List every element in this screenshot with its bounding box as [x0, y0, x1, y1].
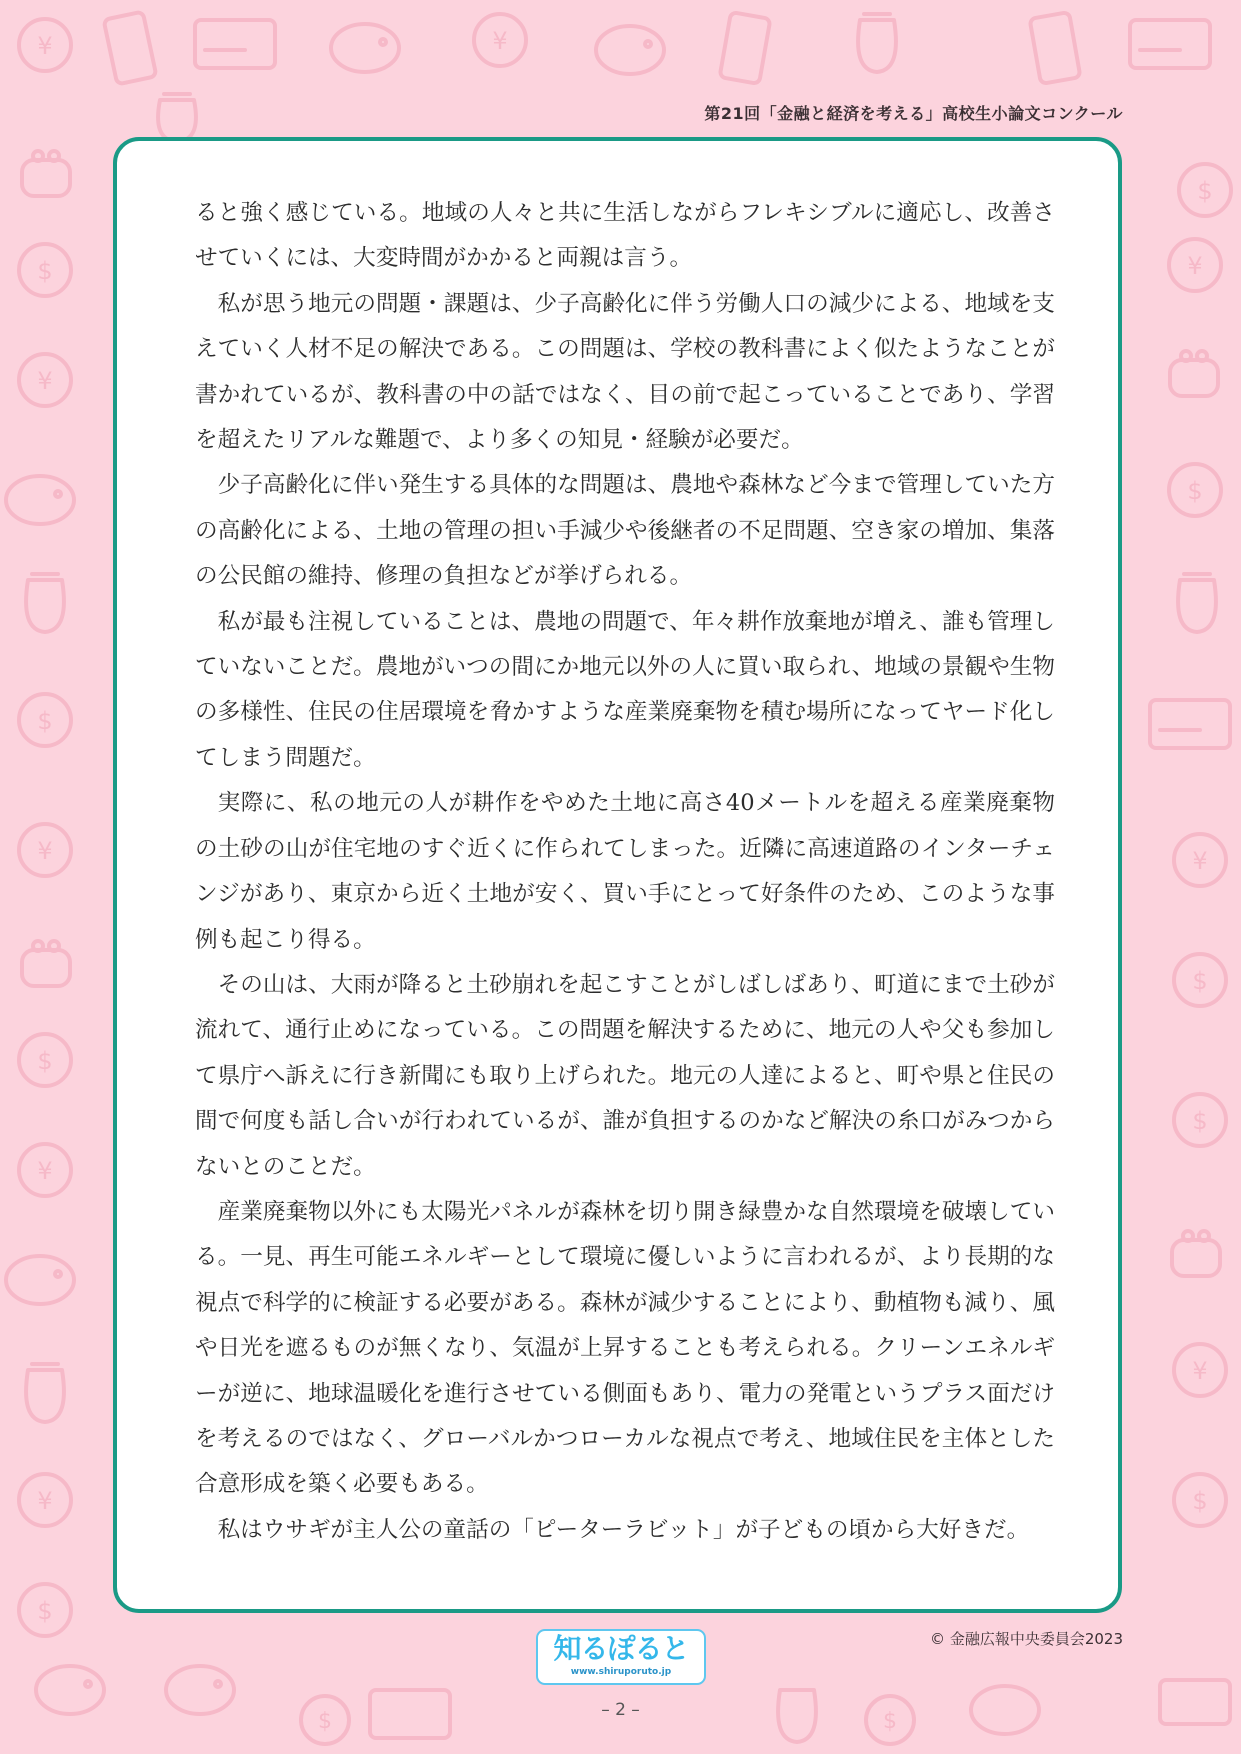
yen-coin-icon: [1174, 1344, 1226, 1396]
dollar-coin-icon: [1169, 464, 1221, 516]
credit-card-icon: [1150, 700, 1230, 748]
svg-text:¥: ¥: [37, 1157, 53, 1185]
essay-paragraph: その山は、大雨が降ると土砂崩れを起こすことがしばしばあり、町道にまで土砂が流れて、通行止めになっている。この問題を解決するために、地元の人や父も参加して県庁へ訴えに行き新聞にも取り上げられた。地元の人達によると、町や県と住民の間で何度も話し合いが行われているが、誰が負担するのかなど解決の糸口がみつからないとのことだ。: [195, 971, 1055, 1180]
essay-card: [113, 137, 1122, 1613]
yen-coin-icon: [19, 1144, 71, 1196]
page-number: – 2 –: [601, 1700, 640, 1720]
coin-purse-icon: [22, 151, 70, 196]
svg-text:¥: ¥: [37, 32, 53, 60]
svg-text:$: $: [883, 1709, 897, 1734]
essay-body: [195, 191, 1055, 1553]
dollar-coin-icon: [1174, 1474, 1226, 1526]
yen-coin-icon: [19, 824, 71, 876]
svg-text:$: $: [37, 1597, 53, 1625]
essay-paragraph: 私が最も注視していることは、農地の問題で、年々耕作放棄地が増え、誰も管理していないことだ。農地がいつの間にか地元以外の人に買い取られ、地域の景観や生物の多様性、住民の住居環境を脅かすような産業廃棄物を積む場所になってヤード化してしまう問題だ。: [195, 608, 1055, 771]
money-bag-icon: [26, 1364, 64, 1422]
svg-text:¥: ¥: [492, 27, 508, 55]
shiruporuto-logo[interactable]: [536, 1629, 706, 1685]
svg-text:$: $: [1187, 477, 1203, 505]
logo-text: 知るぽると: [553, 1632, 689, 1665]
yen-coin-icon: [1174, 834, 1226, 886]
svg-text:$: $: [1197, 177, 1213, 205]
essay-paragraph: 実際に、私の地元の人が耕作をやめた土地に高さ40メートルを超える産業廃棄物の土砂の山が住宅地のすぐ近くに作られてしまった。近隣に高速道路のインターチェンジがあり、東京から近く土地が安く、買い手にとって好条件のため、このような事例も起こり得る。: [195, 790, 1055, 953]
svg-text:$: $: [37, 707, 53, 735]
dollar-coin-icon: [19, 244, 71, 296]
smartphone-payment-icon: [720, 12, 771, 84]
svg-text:¥: ¥: [1187, 252, 1203, 280]
logo-url: www.shiruporuto.jp: [570, 1667, 672, 1677]
copyright-notice: © 金融広報中央委員会2023: [930, 1630, 1123, 1648]
svg-text:¥: ¥: [1192, 1357, 1208, 1385]
yen-coin-icon: [474, 14, 526, 66]
svg-text:$: $: [318, 1709, 332, 1734]
coin-purse-icon: [1170, 351, 1218, 396]
dollar-coin-icon: [19, 694, 71, 746]
yen-coin-icon: [1169, 239, 1221, 291]
yen-coin-icon: [19, 19, 71, 71]
essay-paragraph: 産業廃棄物以外にも太陽光パネルが森林を切り開き緑豊かな自然環境を破壊している。一見、再生可能エネルギーとして環境に優しいように言われるが、より長期的な視点で科学的に検証する必要がある。森林が減少することにより、動植物も減り、風や日光を遮るものが無くなり、気温が上昇することも考えられる。クリーンエネルギーが逆に、地球温暖化を進行させている側面もあり、電力の発電というプラス面だけを考えるのではなく、グローバルかつローカルな視点で考え、地域住民を主体とした合意形成を築く必要もある。: [195, 1198, 1055, 1498]
money-bag-icon: [26, 574, 64, 632]
svg-text:$: $: [1192, 1107, 1208, 1135]
yen-coin-icon: [19, 1474, 71, 1526]
dollar-coin-icon: [1179, 164, 1231, 216]
credit-card-icon: [195, 20, 275, 68]
piggy-bank-icon: [6, 476, 74, 524]
dollar-coin-icon: [1174, 1094, 1226, 1146]
money-bag-icon: [858, 14, 896, 72]
svg-text:$: $: [1192, 1487, 1208, 1515]
svg-text:$: $: [1192, 967, 1208, 995]
coin-purse-icon: [22, 941, 70, 986]
svg-text:¥: ¥: [37, 837, 53, 865]
svg-text:¥: ¥: [1192, 847, 1208, 875]
essay-paragraph: 少子高齢化に伴い発生する具体的な問題は、農地や森林など今まで管理していた方の高齢化による、土地の管理の担い手減少や後継者の不足問題、空き家の増加、集落の公民館の維持、修理の負担などが挙げられる。: [195, 472, 1055, 590]
svg-text:$: $: [37, 1047, 53, 1075]
essay-paragraph: 私はウサギが主人公の童話の「ピーターラビット」が子どもの頃から大好きだ。: [217, 1516, 1030, 1543]
svg-text:¥: ¥: [37, 1487, 53, 1515]
contest-title: 第21回「金融と経済を考える」高校生小論文コンクール: [704, 104, 1123, 123]
money-bag-icon: [1178, 574, 1216, 632]
dollar-coin-icon: [19, 1584, 71, 1636]
piggy-bank-icon: [331, 24, 399, 72]
svg-text:¥: ¥: [37, 367, 53, 395]
dollar-coin-icon: [1174, 954, 1226, 1006]
coin-purse-icon: [1172, 1231, 1220, 1276]
dollar-coin-icon: [19, 1034, 71, 1086]
money-bag-icon: [158, 94, 196, 142]
yen-coin-icon: [19, 354, 71, 406]
svg-text:$: $: [37, 257, 53, 285]
piggy-bank-icon: [596, 26, 664, 74]
credit-card-icon: [1130, 20, 1210, 68]
essay-paragraph: ると強く感じている。地域の人々と共に生活しながらフレキシブルに適応し、改善させていくには、大変時間がかかると両親は言う。: [195, 200, 1055, 272]
essay-paragraph: 私が思う地元の問題・課題は、少子高齢化に伴う労働人口の減少による、地域を支えていく人材不足の解決である。この問題は、学校の教科書によく似たようなことが書かれているが、教科書の中の話ではなく、目の前で起こっていることであり、学習を超えたリアルな難題で、より多くの知見・経験が必要だ。: [195, 290, 1055, 454]
piggy-bank-icon: [6, 1256, 74, 1304]
smartphone-payment-icon: [1030, 12, 1081, 84]
smartphone-payment-icon: [104, 12, 157, 85]
